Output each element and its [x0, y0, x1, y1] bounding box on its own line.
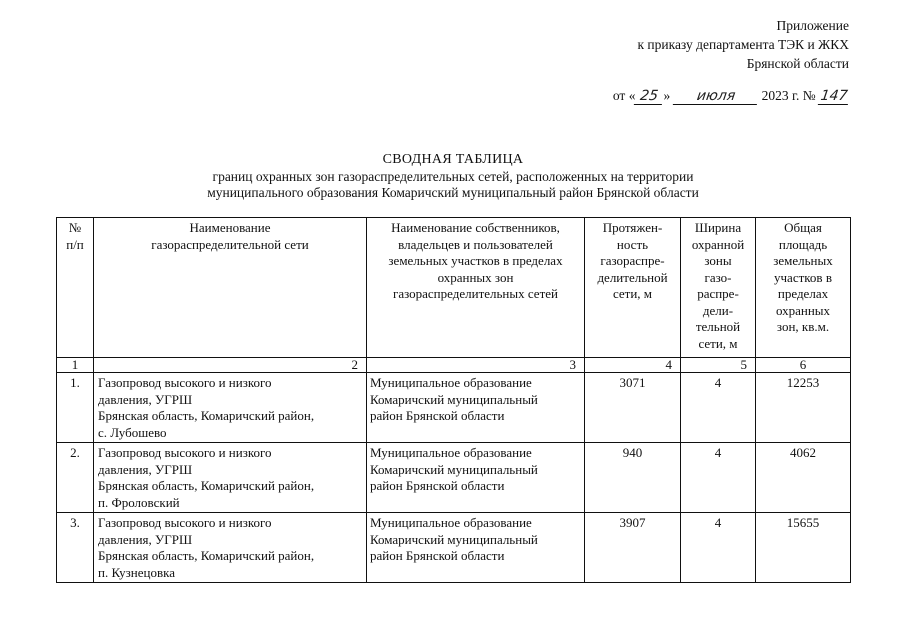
- document-subtitle-line2: муниципального образования Комаричский муниципальный район Брянской области: [207, 185, 699, 200]
- order-month: июля: [673, 88, 759, 105]
- row-total-area: 4062: [756, 443, 851, 513]
- row-total-area: 15655: [756, 513, 851, 583]
- row-length: 3071: [585, 373, 681, 443]
- header-total-area: Общая площадь земельных участков в пределах охранных зон, кв.м.: [756, 218, 851, 358]
- document-title-block: [0, 152, 906, 202]
- document-title: СВОДНАЯ ТАБЛИЦА: [382, 152, 524, 167]
- table-row: [57, 443, 851, 513]
- order-number: 147: [819, 88, 849, 104]
- order-quote-close: »: [663, 88, 671, 103]
- row-owner: Муниципальное образование Комаричский муниципальный район Брянской области: [367, 373, 585, 443]
- column-number: 3: [367, 358, 585, 373]
- column-number: 2: [94, 358, 367, 373]
- row-zone-width: 4: [681, 443, 756, 513]
- header-num: № п/п: [57, 218, 94, 358]
- row-num: 3.: [57, 513, 94, 583]
- row-network-name: Газопровод высокого и низкого давления, УГРШ Брянская область, Комаричский район, п. Кузнецовка: [94, 513, 367, 583]
- row-num: 1.: [57, 373, 94, 443]
- header-owners: Наименование собственников, владельцев и пользователей земельных участков в пределах охранных зон газораспределительных сетей: [367, 218, 585, 358]
- column-number-row: [57, 358, 851, 373]
- appendix-block: [637, 16, 849, 73]
- row-network-name: Газопровод высокого и низкого давления, УГРШ Брянская область, Комаричский район, с. Лубошево: [94, 373, 367, 443]
- header-zone-width: Ширина охранной зоны газо- распре- дели- тельной сети, м: [681, 218, 756, 358]
- row-zone-width: 4: [681, 373, 756, 443]
- row-total-area: 12253: [756, 373, 851, 443]
- row-num: 2.: [57, 443, 94, 513]
- summary-table: [56, 217, 851, 583]
- column-number: 6: [756, 358, 851, 373]
- table-row: [57, 513, 851, 583]
- header-network-name: Наименование газораспределительной сети: [94, 218, 367, 358]
- order-year-text: 2023 г. №: [761, 88, 816, 103]
- row-length: 940: [585, 443, 681, 513]
- row-owner: Муниципальное образование Комаричский муниципальный район Брянской области: [367, 443, 585, 513]
- row-owner: Муниципальное образование Комаричский муниципальный район Брянской области: [367, 513, 585, 583]
- header-length: Протяжен- ность газораспре- делительной сети, м: [585, 218, 681, 358]
- document-subtitle-line1: границ охранных зон газораспределительных сетей, расположенных на территории: [212, 168, 694, 184]
- column-number: 1: [57, 358, 94, 373]
- table-header-row: [57, 218, 851, 358]
- order-day: 25: [634, 88, 664, 105]
- appendix-order-ref: к приказу департамента ТЭК и ЖКХ: [637, 37, 849, 52]
- order-prefix: от «: [612, 88, 636, 103]
- appendix-region: Брянской области: [746, 56, 849, 71]
- column-number: 5: [681, 358, 756, 373]
- table-row: [57, 373, 851, 443]
- column-number: 4: [585, 358, 681, 373]
- row-network-name: Газопровод высокого и низкого давления, УГРШ Брянская область, Комаричский район, п. Фроловский: [94, 443, 367, 513]
- order-date-line: [613, 86, 849, 106]
- row-zone-width: 4: [681, 513, 756, 583]
- row-length: 3907: [585, 513, 681, 583]
- appendix-title: Приложение: [776, 18, 849, 33]
